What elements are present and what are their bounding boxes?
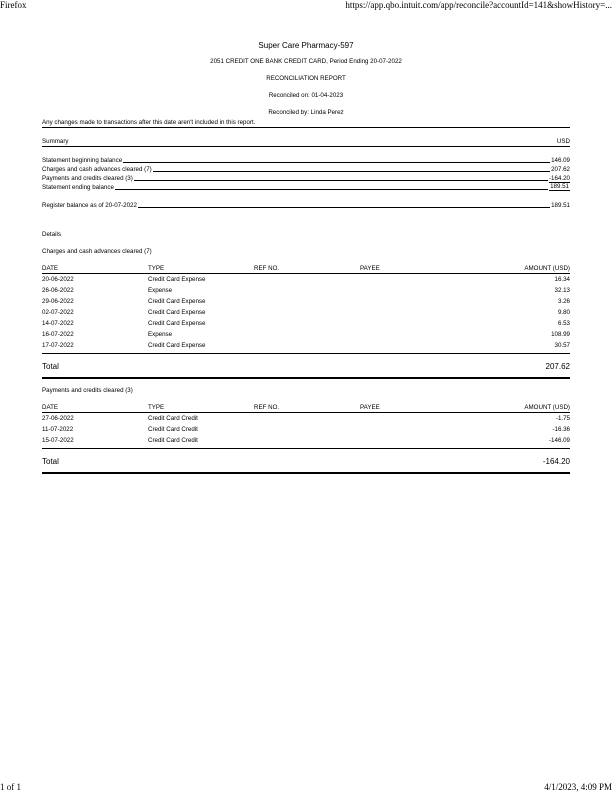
- leader-line: [123, 162, 550, 163]
- account-period: 2051 CREDIT ONE BANK CREDIT CARD, Period Ending 20-07-2022: [210, 58, 402, 65]
- row-amount: 9.80: [557, 309, 570, 316]
- leader-line: [138, 207, 550, 208]
- row-type: Expense: [148, 331, 173, 338]
- row-type: Credit Card Credit: [148, 426, 198, 433]
- row-date: 17-07-2022: [42, 342, 74, 349]
- row-date: 02-07-2022: [42, 309, 74, 316]
- summary-heading: Summary: [42, 138, 69, 145]
- report-notice: Any changes made to transactions after this date aren't included in this report.: [42, 119, 570, 128]
- page-url[interactable]: https://app.qbo.intuit.com/app/reconcile?accountId=141&showHistory=...: [345, 0, 612, 10]
- table-row: [42, 274, 570, 285]
- register-balance-label: Register balance as of 20-07-2022: [42, 202, 137, 209]
- row-amount: -146.09: [549, 437, 570, 444]
- summary-row-value: 146.09: [551, 157, 570, 164]
- row-amount: -16.36: [552, 426, 570, 433]
- row-date: 26-06-2022: [42, 287, 74, 294]
- charges-table-header: [42, 265, 570, 274]
- col-ref: REF NO.: [254, 404, 280, 411]
- payments-total-label: Total: [42, 457, 59, 466]
- report-title: RECONCILIATION REPORT: [266, 75, 346, 82]
- table-row: [42, 307, 570, 318]
- summary-row: [42, 182, 570, 191]
- col-type: TYPE: [148, 265, 165, 272]
- row-date: 16-07-2022: [42, 331, 74, 338]
- col-type: TYPE: [148, 404, 165, 411]
- summary-row-label: Statement ending balance: [42, 184, 114, 191]
- charges-total-row: [42, 354, 570, 379]
- table-row: [42, 340, 570, 351]
- col-ref: REF NO.: [254, 265, 280, 272]
- table-row: [42, 413, 570, 424]
- row-amount: 32.13: [554, 287, 570, 294]
- summary-currency: USD: [556, 138, 570, 145]
- row-type: Credit Card Expense: [148, 298, 206, 305]
- browser-print-footer: [0, 780, 612, 792]
- row-type: Expense: [148, 287, 173, 294]
- row-date: 20-06-2022: [42, 276, 74, 283]
- summary-row-value: 189.51: [550, 183, 569, 190]
- row-amount: 16.34: [554, 276, 570, 283]
- row-amount: 6.53: [557, 320, 570, 327]
- charges-table-body: [42, 274, 570, 354]
- charges-heading: Charges and cash advances cleared (7): [42, 248, 152, 255]
- summary-row: [42, 164, 570, 173]
- reconciliation-report: [42, 41, 570, 474]
- summary-header: [42, 138, 570, 147]
- payments-total-row: [42, 449, 570, 474]
- row-type: Credit Card Expense: [148, 320, 206, 327]
- browser-print-header: [0, 0, 612, 12]
- page-counter: 1 of 1: [0, 782, 21, 792]
- reconciled-by: Reconciled by: Linda Perez: [268, 109, 344, 116]
- payments-total-value: -164.20: [542, 457, 570, 466]
- table-row: [42, 285, 570, 296]
- row-amount: 30.57: [554, 342, 570, 349]
- row-date: 29-06-2022: [42, 298, 74, 305]
- row-type: Credit Card Expense: [148, 342, 206, 349]
- details-heading: Details: [42, 231, 61, 238]
- register-balance-row: [42, 200, 570, 209]
- col-payee: PAYEE: [360, 265, 380, 272]
- summary-rows: [42, 155, 570, 209]
- row-date: 14-07-2022: [42, 320, 74, 327]
- company-name: Super Care Pharmacy-597: [258, 41, 354, 50]
- row-date: 15-07-2022: [42, 437, 74, 444]
- row-type: Credit Card Credit: [148, 415, 198, 422]
- browser-app-name: Firefox: [0, 0, 27, 10]
- register-balance-value: 189.51: [551, 202, 570, 209]
- col-date: DATE: [42, 404, 59, 411]
- row-type: Credit Card Expense: [148, 309, 206, 316]
- print-timestamp: 4/1/2023, 4:09 PM: [544, 782, 612, 792]
- summary-row-label: Charges and cash advances cleared (7): [42, 166, 152, 173]
- leader-line: [115, 189, 548, 190]
- row-date: 11-07-2022: [42, 426, 74, 433]
- col-amount: AMOUNT (USD): [524, 265, 570, 272]
- row-amount: 108.99: [551, 331, 570, 338]
- col-amount: AMOUNT (USD): [524, 404, 570, 411]
- table-row: [42, 424, 570, 435]
- summary-row: [42, 173, 570, 182]
- table-row: [42, 318, 570, 329]
- summary-row-label: Payments and credits cleared (3): [42, 175, 133, 182]
- row-date: 27-06-2022: [42, 415, 74, 422]
- summary-row-label: Statement beginning balance: [42, 157, 123, 164]
- charges-total-label: Total: [42, 362, 59, 371]
- summary-row-value: -164.20: [549, 175, 570, 182]
- col-payee: PAYEE: [360, 404, 380, 411]
- col-date: DATE: [42, 265, 59, 272]
- table-row: [42, 329, 570, 340]
- row-amount: 3.26: [557, 298, 570, 305]
- table-row: [42, 435, 570, 446]
- summary-row: [42, 155, 570, 164]
- payments-heading: Payments and credits cleared (3): [42, 387, 133, 394]
- charges-total-value: 207.62: [545, 362, 570, 371]
- payments-table-header: [42, 404, 570, 413]
- leader-line: [134, 180, 548, 181]
- leader-line: [153, 171, 550, 172]
- summary-row-value: 207.62: [551, 166, 570, 173]
- table-row: [42, 296, 570, 307]
- reconciled-on: Reconciled on: 01-04-2023: [268, 92, 344, 99]
- row-amount: -1.75: [555, 415, 570, 422]
- payments-table-body: [42, 413, 570, 449]
- row-type: Credit Card Credit: [148, 437, 198, 444]
- row-type: Credit Card Expense: [148, 276, 206, 283]
